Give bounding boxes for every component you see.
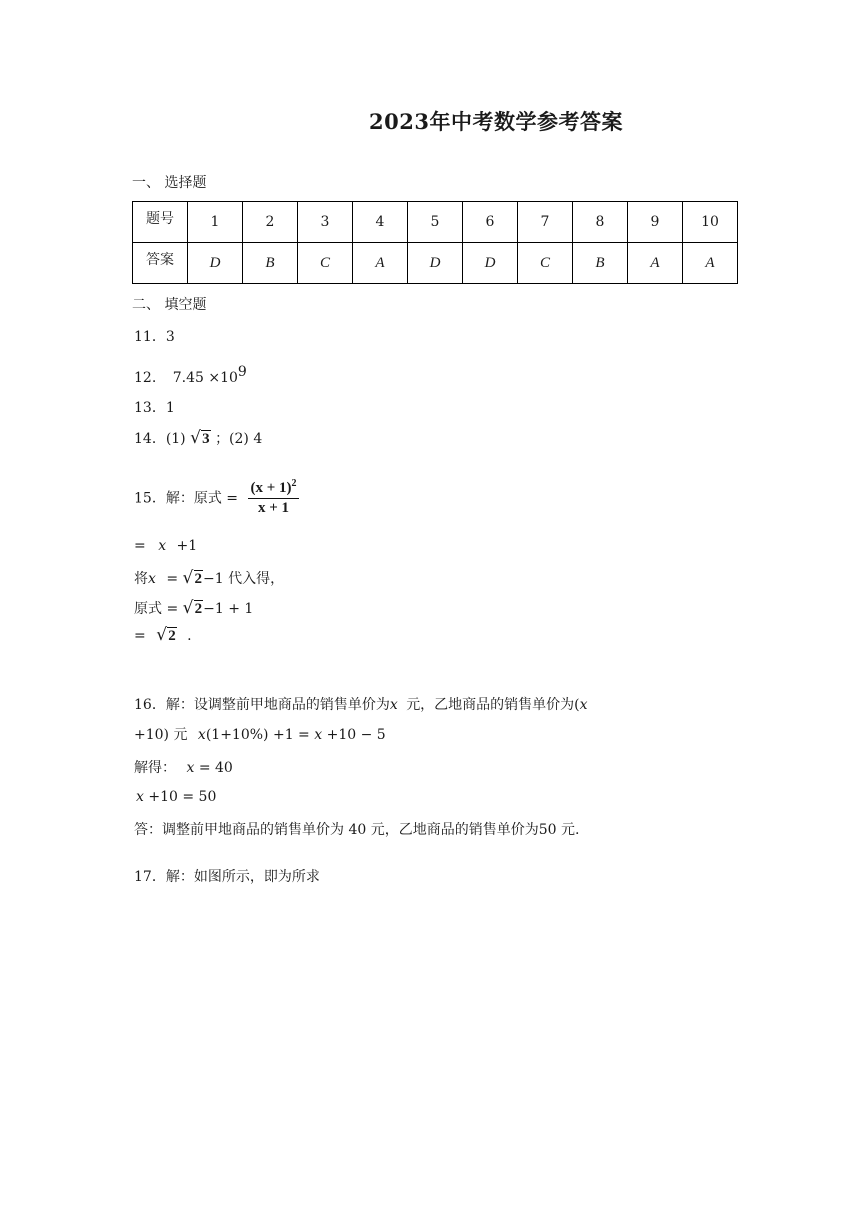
text: 原式 = <box>134 601 179 617</box>
table-cell-answer: A <box>628 243 683 284</box>
table-cell-number: 8 <box>573 202 628 243</box>
table-cell-answer: D <box>463 243 518 284</box>
answer-16-line4 <box>136 789 216 805</box>
answer-table <box>132 201 738 284</box>
var-x: x <box>186 760 195 776</box>
table-cell-answer: A <box>683 243 738 284</box>
var-x: x <box>389 697 398 713</box>
var-x: x <box>314 727 323 743</box>
answer-11: 11．3 <box>134 329 175 345</box>
fraction-numerator: (x + 1) <box>250 480 292 496</box>
sqrt-2: √ 2 <box>182 598 203 618</box>
text: 将 <box>134 571 148 587</box>
section-choice-heading: 一、 选择题 <box>132 175 207 191</box>
text: (1+10%) +1 = <box>205 727 310 743</box>
table-row-answers <box>133 243 738 284</box>
table-label-question: 题号 <box>133 202 188 243</box>
answer-17: 17．解：如图所示，即为所求 <box>134 869 320 885</box>
text: +10) 元 <box>134 727 188 743</box>
var-x: x <box>579 697 588 713</box>
table-cell-number: 7 <box>518 202 573 243</box>
answer-12-value: 7.45 ×10 <box>172 370 238 386</box>
table-cell-number: 5 <box>408 202 463 243</box>
answer-13: 13．1 <box>134 400 175 416</box>
table-cell-answer: B <box>243 243 298 284</box>
text: −1 + 1 <box>203 601 254 617</box>
table-cell-number: 6 <box>463 202 518 243</box>
table-cell-answer: A <box>353 243 408 284</box>
text: +10 − 5 <box>326 727 386 743</box>
answer-14 <box>134 428 262 448</box>
expr-rest: +1 <box>176 538 198 554</box>
text: 16．解：设调整前甲地商品的销售单价为 <box>134 697 390 713</box>
text: = 40 <box>198 760 233 776</box>
answer-16-line5: 答：调整前甲地商品的销售单价为 40 元，乙地商品的销售单价为50 元. <box>134 822 580 838</box>
answer-15-line5 <box>134 625 192 645</box>
answer-15-line3 <box>134 568 284 588</box>
table-cell-answer: D <box>188 243 243 284</box>
table-cell-number: 2 <box>243 202 298 243</box>
var-x: x <box>136 789 144 805</box>
answer-12 <box>134 364 247 386</box>
table-cell-number: 10 <box>683 202 738 243</box>
answer-14-part1: 14．(1) <box>134 431 186 447</box>
equals-sign: = <box>134 628 146 644</box>
table-cell-number: 9 <box>628 202 683 243</box>
equals-sign: = <box>166 571 179 587</box>
text: 元，乙地商品的销售单价为( <box>406 697 580 713</box>
var-x: x <box>197 727 206 743</box>
answer-12-exponent: 9 <box>237 364 247 380</box>
table-label-answer: 答案 <box>133 243 188 284</box>
var-x: x <box>158 538 167 554</box>
table-cell-answer: B <box>573 243 628 284</box>
text: −1 代入得， <box>203 571 285 587</box>
table-row-numbers <box>133 202 738 243</box>
var-x: x <box>148 571 156 587</box>
answer-16-line1 <box>134 694 588 714</box>
answer-16-line2 <box>134 724 386 744</box>
answer-15-line4 <box>134 598 253 618</box>
fraction <box>248 478 298 517</box>
answer-12-number: 12. <box>134 370 157 386</box>
fraction-denominator: x + 1 <box>257 500 289 516</box>
table-cell-answer: D <box>408 243 463 284</box>
answer-15-lead: 15．解：原式 = <box>134 490 238 507</box>
sqrt-2: √ 2 <box>156 625 176 645</box>
equals-sign: = <box>134 538 146 554</box>
fraction-exponent: 2 <box>291 478 297 489</box>
table-cell-number: 3 <box>298 202 353 243</box>
page-title: 2023年中考数学参考答案 <box>369 109 623 134</box>
table-cell-number: 4 <box>353 202 408 243</box>
sqrt-2: √ 2 <box>182 568 203 588</box>
text: +10 = 50 <box>148 789 217 805</box>
period: . <box>187 628 192 644</box>
answer-15-line2 <box>134 538 197 554</box>
table-cell-answer: C <box>298 243 353 284</box>
answer-15-line1 <box>134 478 299 517</box>
section-fill-heading: 二、 填空题 <box>132 297 207 313</box>
table-cell-answer: C <box>518 243 573 284</box>
answer-14-part2: ；(2) 4 <box>215 431 263 447</box>
text: 解得： <box>134 760 176 776</box>
table-cell-number: 1 <box>188 202 243 243</box>
sqrt-3: √ 3 <box>190 428 210 448</box>
answer-16-line3 <box>134 757 233 777</box>
